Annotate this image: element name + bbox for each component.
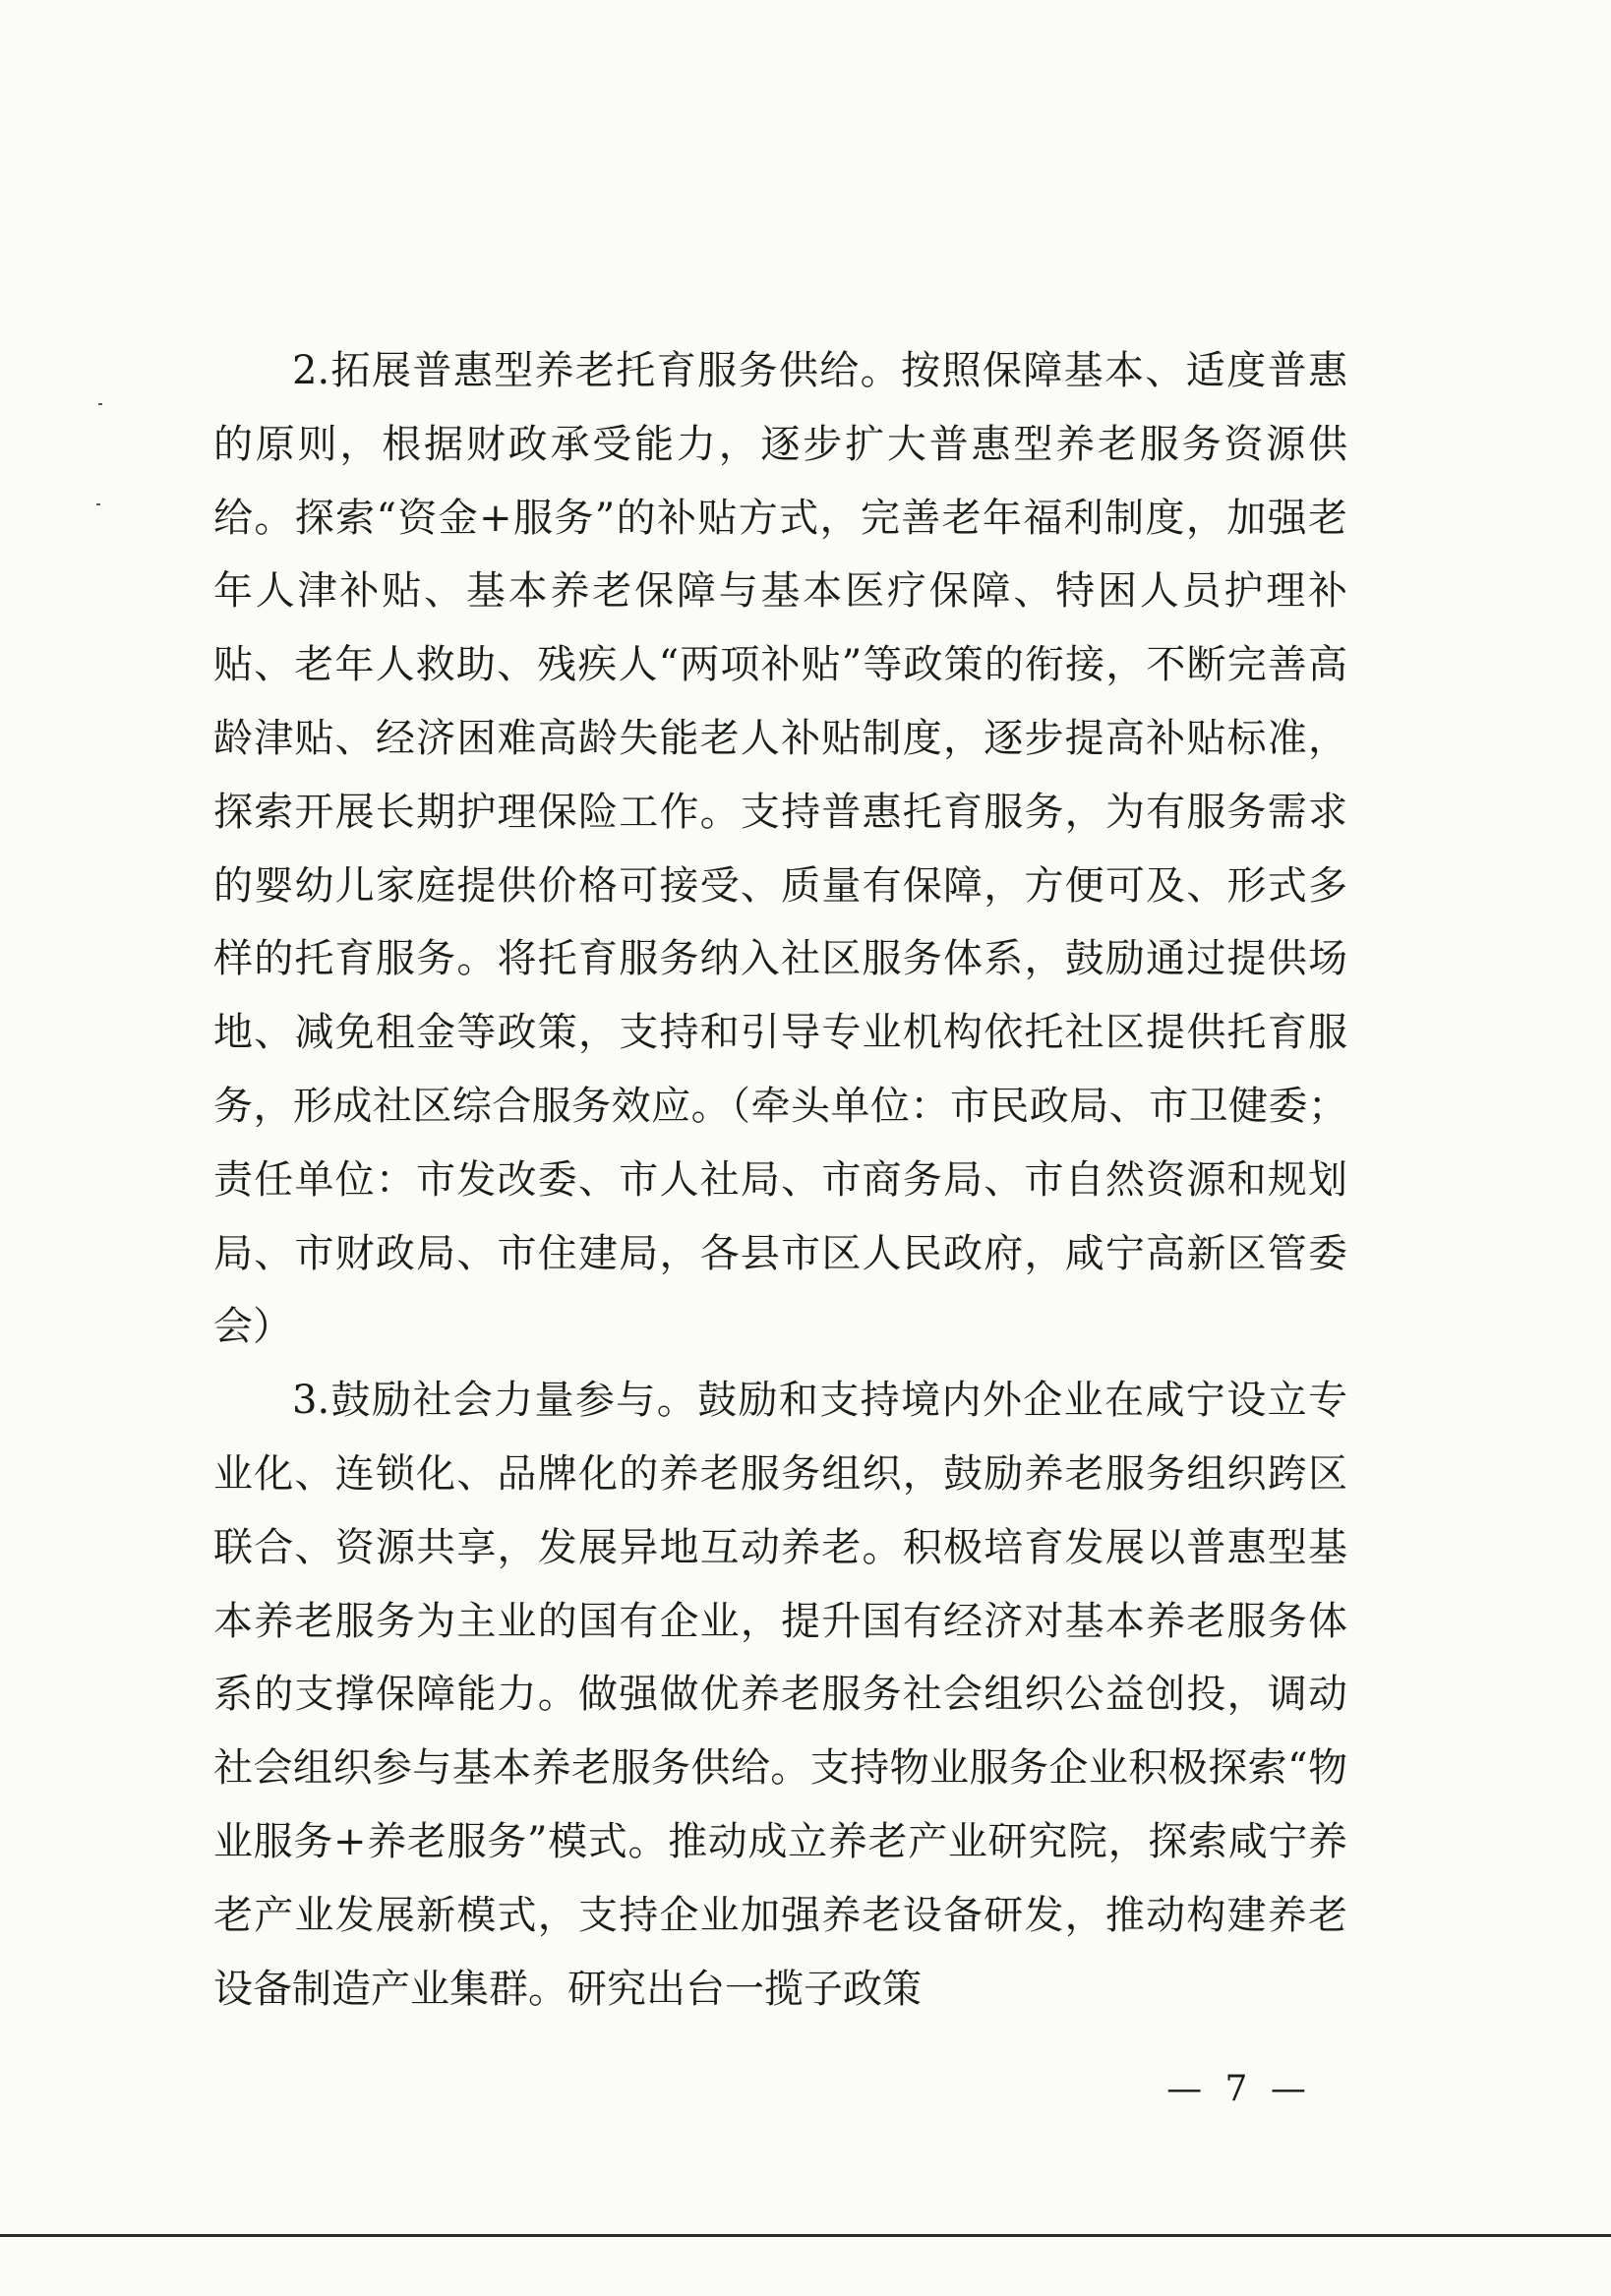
- scan-speck: [98, 403, 102, 405]
- paragraph-2-universal-services: 2.拓展普惠型养老托育服务供给。按照保障基本、适度普惠的原则，根据财政承受能力，逐步扩大普惠型养老服务资源供给。探索“资金+服务”的补贴方式，完善老年福利制度，加强老年人津补贴、基本养老保障与基本医疗保障、特困人员护理补贴、老年人救助、残疾人“两项补贴”等政策的衔接，不断完善高龄津贴、经济困难高龄失能老人补贴制度，逐步提高补贴标准，探索开展长期护理保险工作。支持普惠托育服务，为有服务需求的婴幼儿家庭提供价格可接受、质量有保障，方便可及、形式多样的托育服务。将托育服务纳入社区服务体系，鼓励通过提供场地、减免租金等政策，支持和引导专业机构依托社区提供托育服务，形成社区综合服务效应。（牵头单位：市民政局、市卫健委；责任单位：市发改委、市人社局、市商务局、市自然资源和规划局、市财政局、市住建局，各县市区人民政府，咸宁高新区管委会）: [213, 348, 1347, 1350]
- paragraph-3-social-participation: 3.鼓励社会力量参与。鼓励和支持境内外企业在咸宁设立专业化、连锁化、品牌化的养老服务组织，鼓励养老服务组织跨区联合、资源共享，发展异地互动养老。积极培育发展以普惠型基本养老服务为主业的国有企业，提升国有经济对基本养老服务体系的支撑保障能力。做强做优养老服务社会组织公益创投，调动社会组织参与基本养老服务供给。支持物业服务企业积极探索“物业服务+养老服务”模式。推动成立养老产业研究院，探索咸宁养老产业发展新模式，支持企业加强养老设备研发，推动构建养老设备制造产业集群。研究出台一揽子政策: [213, 1378, 1347, 2012]
- scan-speck: [96, 503, 100, 505]
- bottom-divider: [0, 2234, 1611, 2237]
- document-body: [213, 334, 1347, 2026]
- page-number: — 7 —: [1166, 2069, 1312, 2109]
